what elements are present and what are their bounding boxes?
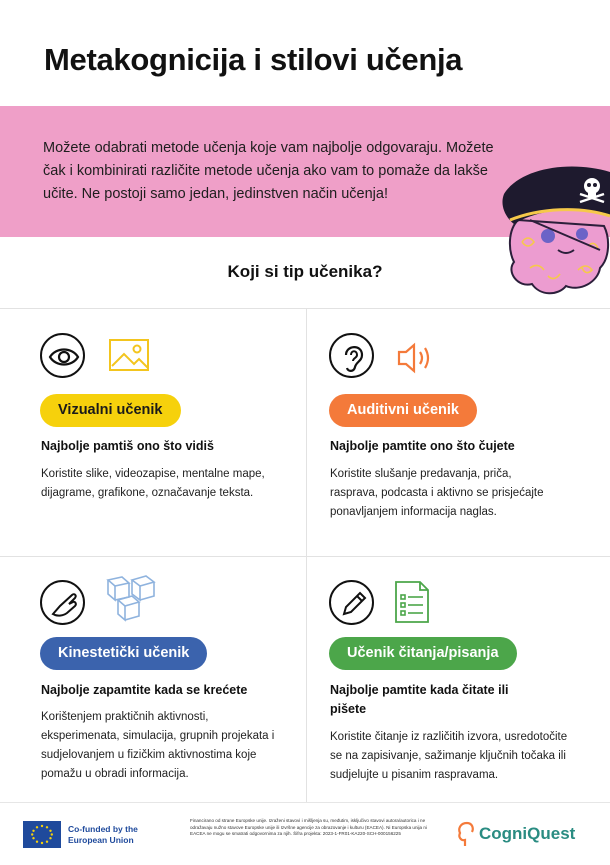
brand-name: CogniQuest (479, 824, 576, 843)
learner-label-reading-writing: Učenik čitanja/pisanja (329, 637, 517, 670)
learner-description-auditory: Koristite slušanje predavanja, priča, rasprava, podcasta i aktivno se prisjećajte ponavljanjem informacija naglas. (330, 468, 544, 518)
hand-icon (40, 580, 85, 625)
learner-heading-kinesthetic: Najbolje zapamtite kada se krećete (41, 683, 248, 697)
cogniquest-brain-icon (455, 820, 477, 848)
speaker-icon (396, 341, 436, 380)
grid-divider-top (0, 308, 610, 309)
learner-heading-visual: Najbolje pamtiš ono što vidiš (41, 439, 214, 453)
cubes-icon (102, 574, 160, 631)
footer-divider (0, 802, 610, 803)
image-icon (108, 338, 150, 377)
eye-icon (40, 333, 85, 378)
ear-icon (329, 333, 374, 378)
intro-text: Možete odabrati metode učenja koje vam najbolje odgovaraju. Možete čak i kombinirati različite metode učenja ako vam to pomaže da lakše učite. Ne postoji samo jedan, jedinstven način učenja! (43, 140, 494, 202)
grid-divider-vertical (306, 308, 307, 802)
learner-description-kinesthetic: Korištenjem praktičnih aktivnosti, eksperimenata, simulacija, grupnih projekata i sudjelovanjem u fizičkim aktivnostima koje pomažu u obradi informacija. (41, 711, 275, 780)
funding-disclaimer: Financirano od strane Europske unije. Izraženi stavovi i mišljenja su, međutim, isključivo stavovi autora/autorica i ne odražavaju nužno stavove Europske unije ili Izvršne agencije za obrazovanje i kulturu (EACEA). Ni Europska unija ni EACEA ne mogu se smatrati odgovornima za njih. Šifra projekta: 2023-1-FR01-KA220-SCH-000156225 (190, 818, 427, 837)
learner-label-auditory: Auditivni učenik (329, 394, 477, 427)
cogniquest-logo (455, 818, 600, 848)
page-title: Metakognicija i stilovi učenja (44, 42, 463, 77)
checklist-icon (394, 580, 430, 629)
learner-heading-reading-writing: Najbolje pamtite kada čitate ili pišete (330, 683, 509, 716)
eu-cofunded-label: Co-funded by the European Union (68, 824, 138, 845)
eu-flag-logo (23, 821, 61, 848)
grid-divider-middle (0, 556, 610, 557)
learner-description-visual: Koristite slike, videozapise, mentalne mape, dijagrame, grafikone, označavanje teksta. (41, 468, 265, 499)
learner-heading-auditory: Najbolje pamtite ono što čujete (330, 439, 515, 453)
section-subtitle: Koji si tip učenika? (227, 262, 383, 281)
learner-label-kinesthetic: Kinestetički učenik (40, 637, 207, 670)
pencil-icon (329, 580, 374, 625)
learner-description-reading-writing: Koristite čitanje iz različitih izvora, usredotočite se na zapisivanje, sažimanje ključnih točaka ili sudjelujte u pisanim raspravama. (330, 731, 568, 781)
learner-label-visual: Vizualni učenik (40, 394, 181, 427)
